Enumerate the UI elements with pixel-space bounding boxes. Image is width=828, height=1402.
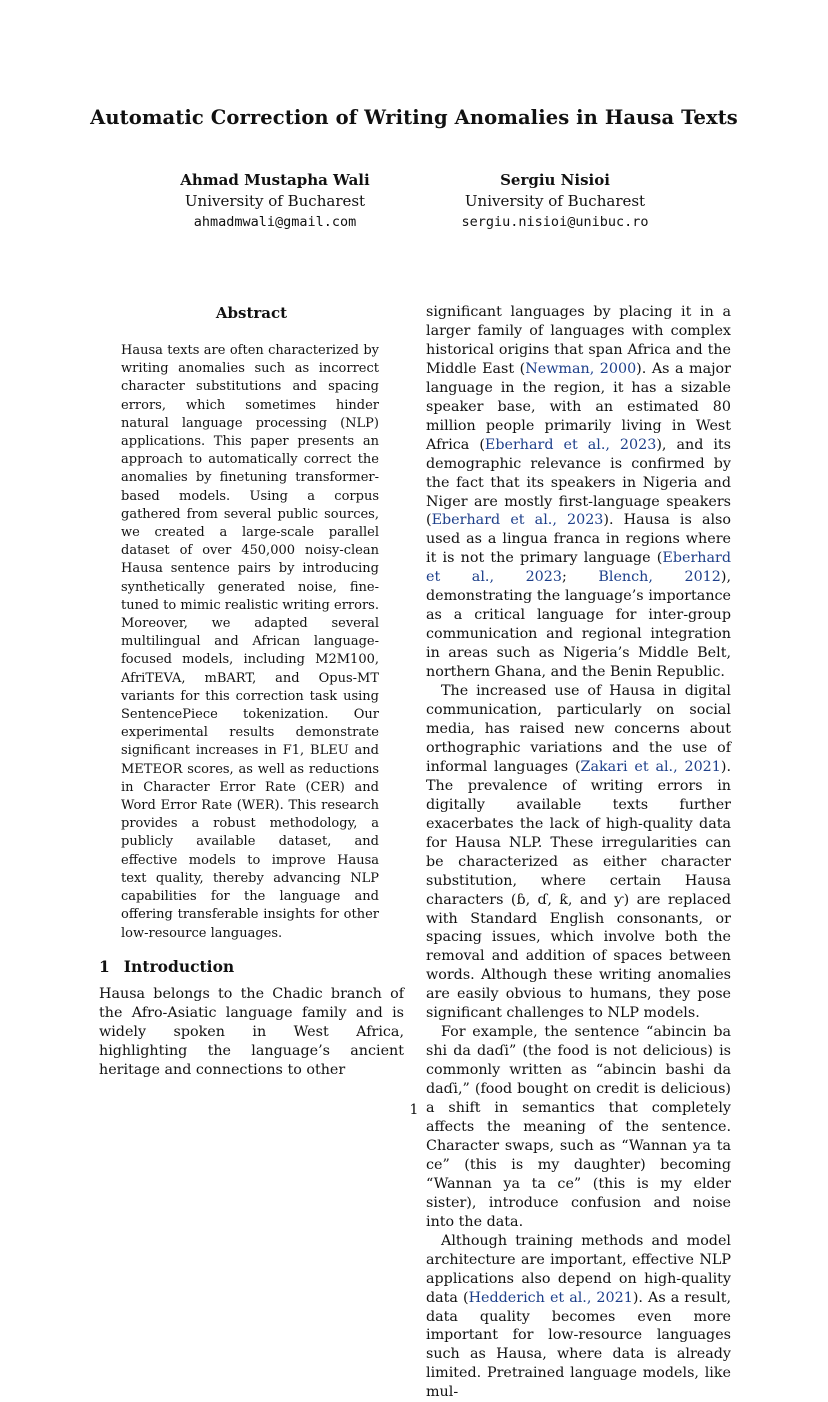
author-name: Sergiu Nisioi — [500, 171, 610, 189]
author-block-1 — [150, 170, 400, 233]
section-title: Introduction — [123, 956, 235, 976]
citation-link[interactable]: Zakari et al., 2021 — [580, 758, 721, 775]
author-affiliation: University of Bucharest — [464, 192, 646, 210]
text-run: Hausa belongs to the Chadic branch of the Afro-Asiatic language family and is widely spoken in West Africa, highlighting the language’s ancient heritage and connections to other — [99, 985, 404, 1078]
citation-link[interactable]: Blench, 2012 — [598, 569, 721, 586]
intro-paragraph-1 — [99, 985, 404, 1080]
paper-title: Automatic Correction of Writing Anomalies in Hausa Texts — [90, 106, 738, 129]
intro-paragraph-4: Although training methods and model architecture are important, effective NLP applications also depend on high-quality data (Hedderich et al., 2021). As a result, data quality becomes even more important for low-resource languages such as Hausa, where data is already limited. Pretrained language models, like mul- — [426, 1232, 731, 1401]
abstract-text: Hausa texts are often characterized by writing anomalies such as incorrect character substitutions and spacing errors, which sometimes hinder natural language processing (NLP) applications. This paper presents an approach to automatically correct the anomalies by finetuning transformer-based models. Using a corpus gathered from several public sources, we created a large-scale parallel dataset of over 450,000 noisy-clean Hausa sentence pairs by introducing synthetically generated noise, fine-tuned to mimic realistic writing errors. Moreover, we adapted several multilingual and African language-focused models, including M2M100, AfriTEVA, mBART, and Opus-MT variants for this correction task using SentencePiece tokenization. Our experimental results demonstrate significant increases in F1, BLEU and METEOR scores, as well as reductions in Character Error Rate (CER) and Word Error Rate (WER). This research provides a robust methodology, a publicly available dataset, and effective models to improve Hausa text quality, thereby advancing NLP capabilities for the language and offering transferable insights for other low-resource languages. — [121, 343, 379, 941]
citation-link[interactable]: Eberhard et al., 2023 — [431, 512, 604, 529]
author-email[interactable]: sergiu.nisioi@unibuc.ro — [461, 214, 649, 230]
intro-paragraph-1-continued: significant languages by placing it in a larger family of languages with complex historical origins that span Africa and the Middle East (Newman, 2000). As a major language in the region, it has a sizable speaker base, with an estimated 80 million people primarily living in West Africa (Eberhard et al., 2023), and its demographic relevance is confirmed by the fact that its speakers in Nigeria and Niger are mostly first-language speakers (Eberhard et al., 2023). Hausa is also used as a lingua franca in regions where it is not the primary language (Eberhard et al., 2023; Blench, 2012), demonstrating the language’s importance as a critical language for inter-group communication and regional integration in areas such as Nigeria’s Middle Belt, northern Ghana, and the Benin Republic. — [426, 304, 732, 681]
author-affiliation: University of Bucharest — [184, 192, 366, 210]
page-number: 1 — [409, 1102, 419, 1118]
citation-link[interactable]: Newman, 2000 — [525, 360, 637, 377]
intro-paragraph-2: The increased use of Hausa in digital communication, particularly on social media, has raised new concerns about orthographic variations and the use of informal languages (Zakari et al., 2021). The prevalence of writing errors in digitally available texts further exacerbates the lack of high-quality data for Hausa NLP. These irregularities can be characterized as either character substitution, where certain Hausa characters (ɓ, ɗ, ƙ, and ƴ) are replaced with Standard English consonants, or spacing issues, which involve both the removal and addition of spaces between words. Although these writing anomalies are easily obvious to humans, they pose significant challenges to NLP models. — [426, 683, 731, 1022]
citation-link[interactable]: Eberhard et al., 2023 — [426, 550, 731, 586]
section-number: 1 — [99, 956, 110, 976]
right-column — [426, 303, 731, 1402]
intro-paragraph-3: For example, the sentence “abincin ba shi da daɗi” (the food is not delicious) is commonly written as “abincin bashi da daɗi,” (food bought on credit is delicious) a shift in semantics that completely affects the meaning of the sentence. Character swaps, such as “Wannan ƴa ta ce” (this is my daughter) becoming “Wannan ya ta ce” (this is my elder sister), introduce confusion and noise into the data. — [426, 1024, 731, 1230]
author-email[interactable]: ahmadmwali@gmail.com — [193, 214, 357, 230]
citation-link[interactable]: Hedderich et al., 2021 — [468, 1289, 633, 1306]
left-column — [99, 304, 404, 1079]
abstract-heading: Abstract — [215, 304, 288, 322]
citation-link[interactable]: Eberhard et al., 2023 — [484, 436, 657, 453]
section-heading-introduction — [99, 957, 404, 977]
author-name: Ahmad Mustapha Wali — [180, 171, 370, 189]
author-block-2 — [430, 170, 680, 233]
